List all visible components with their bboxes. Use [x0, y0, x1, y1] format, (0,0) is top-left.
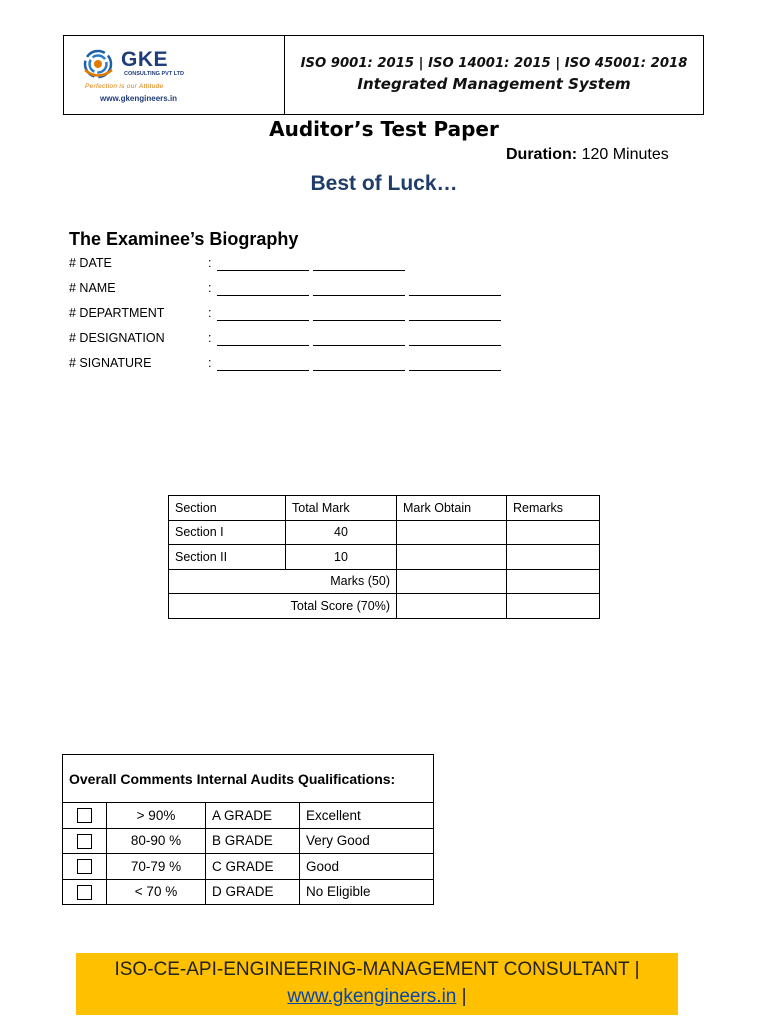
- signature-blank[interactable]: [217, 370, 309, 371]
- grade-comment: Excellent: [300, 803, 434, 829]
- table-row: [169, 520, 600, 545]
- date-blank[interactable]: [217, 270, 309, 271]
- total-mark-cell: 10: [286, 545, 397, 570]
- biography-title: The Examinee’s Biography: [69, 229, 299, 249]
- grade-row: [63, 828, 434, 854]
- logo-name: GKE: [121, 48, 169, 71]
- department-blank[interactable]: [409, 320, 501, 321]
- bio-colon: :: [208, 256, 212, 270]
- header-cell: Total Mark: [286, 496, 397, 521]
- bio-label-department: # DEPARTMENT: [69, 306, 165, 320]
- grade-checkbox[interactable]: [77, 808, 92, 823]
- bio-label-date: # DATE: [69, 256, 112, 270]
- table-row: [169, 545, 600, 570]
- grade-table-title: Overall Comments Internal Audits Qualifications:: [63, 755, 434, 803]
- marks-table: [168, 495, 600, 619]
- bio-label-designation: # DESIGNATION: [69, 331, 165, 345]
- grade-row: [63, 854, 434, 880]
- bio-colon: :: [208, 306, 212, 320]
- grade-range: 80-90 %: [107, 828, 206, 854]
- table-header-row: [169, 496, 600, 521]
- grade-label: D GRADE: [206, 879, 300, 905]
- bio-colon: :: [208, 331, 212, 345]
- grade-checkbox[interactable]: [77, 885, 92, 900]
- iso-standards: ISO 9001: 2015 | ISO 14001: 2015 | ISO 45001: 2018: [300, 56, 688, 71]
- grade-range: < 70 %: [107, 879, 206, 905]
- grade-label: C GRADE: [206, 854, 300, 880]
- grade-title-row: [63, 755, 434, 803]
- grade-label: A GRADE: [206, 803, 300, 829]
- page-title: Auditor’s Test Paper: [269, 117, 499, 141]
- bio-label-signature: # SIGNATURE: [69, 356, 152, 370]
- remarks-cell[interactable]: [507, 520, 600, 545]
- grade-table: [62, 754, 434, 905]
- mark-obtain-cell[interactable]: [397, 520, 507, 545]
- header-cell: Remarks: [507, 496, 600, 521]
- system-name: Integrated Management System: [357, 75, 631, 93]
- grade-range: > 90%: [107, 803, 206, 829]
- grade-row: [63, 803, 434, 829]
- grade-label: B GRADE: [206, 828, 300, 854]
- name-blank[interactable]: [409, 295, 501, 296]
- designation-blank[interactable]: [313, 345, 405, 346]
- best-of-luck: Best of Luck…: [310, 172, 458, 195]
- section-cell: Section I: [169, 520, 286, 545]
- logo-subtitle: CONSULTING PVT LTD: [124, 71, 184, 77]
- bio-colon: :: [208, 356, 212, 370]
- department-blank[interactable]: [217, 320, 309, 321]
- designation-blank[interactable]: [409, 345, 501, 346]
- website-link[interactable]: www.gkengineers.in: [287, 986, 457, 1007]
- section-cell: Section II: [169, 545, 286, 570]
- grade-comment: No Eligible: [300, 879, 434, 905]
- header-cell: Section: [169, 496, 286, 521]
- total-mark-cell: 40: [286, 520, 397, 545]
- header-cell: Mark Obtain: [397, 496, 507, 521]
- grade-comment: Good: [300, 854, 434, 880]
- mark-obtain-cell[interactable]: [397, 594, 507, 619]
- total-score-label-cell: Total Score (70%): [169, 594, 397, 619]
- department-blank[interactable]: [313, 320, 405, 321]
- table-row: [169, 569, 600, 594]
- grade-comment: Very Good: [300, 828, 434, 854]
- mark-obtain-cell[interactable]: [397, 545, 507, 570]
- signature-blank[interactable]: [313, 370, 405, 371]
- designation-blank[interactable]: [217, 345, 309, 346]
- grade-row: [63, 879, 434, 905]
- duration-value: 120 Minutes: [581, 146, 669, 163]
- name-blank[interactable]: [313, 295, 405, 296]
- marks-label-cell: Marks (50): [169, 569, 397, 594]
- footer-banner: [76, 953, 678, 1015]
- remarks-cell[interactable]: [507, 545, 600, 570]
- logo-url: www.gkengineers.in: [100, 94, 178, 103]
- bio-label-name: # NAME: [69, 281, 116, 295]
- remarks-cell[interactable]: [507, 594, 600, 619]
- date-blank[interactable]: [313, 270, 405, 271]
- mark-obtain-cell[interactable]: [397, 569, 507, 594]
- table-row: [169, 594, 600, 619]
- grade-checkbox[interactable]: [77, 834, 92, 849]
- gke-logo-icon: [82, 48, 118, 80]
- grade-checkbox[interactable]: [77, 859, 92, 874]
- signature-blank[interactable]: [409, 370, 501, 371]
- name-blank[interactable]: [217, 295, 309, 296]
- bio-colon: :: [208, 281, 212, 295]
- grade-range: 70-79 %: [107, 854, 206, 880]
- footer-separator: |: [456, 986, 467, 1007]
- duration: [506, 146, 669, 164]
- logo-tagline: Perfection is our Attitude: [85, 83, 164, 90]
- footer-line: ISO-CE-API-ENGINEERING-MANAGEMENT CONSULTANT |: [114, 959, 640, 980]
- document-header: [63, 35, 704, 115]
- remarks-cell[interactable]: [507, 569, 600, 594]
- duration-label: Duration:: [506, 146, 578, 163]
